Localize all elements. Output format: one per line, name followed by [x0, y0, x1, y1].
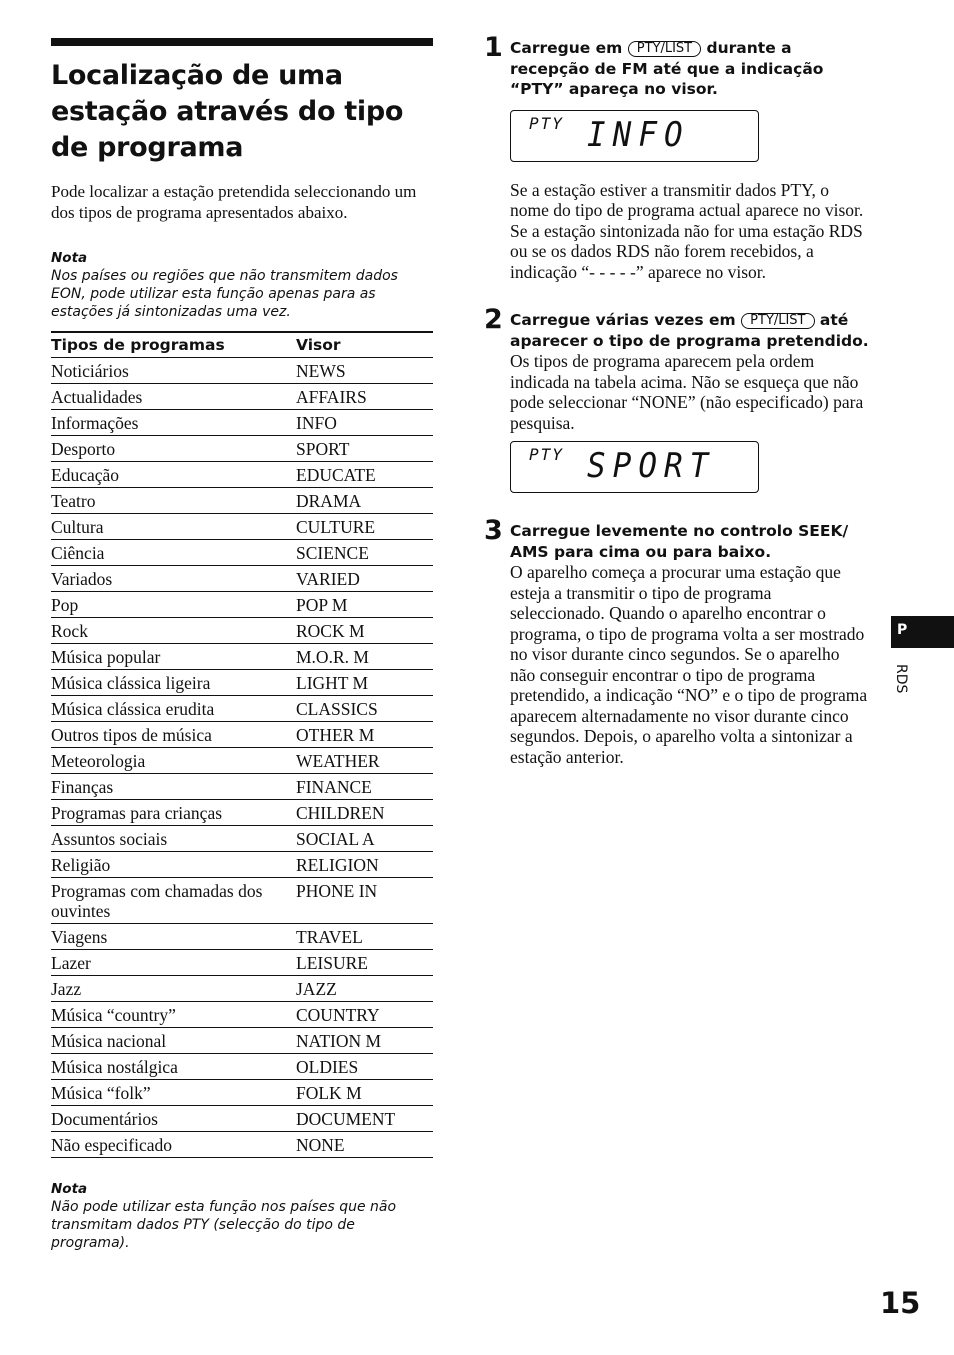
program-type-cell: Variados: [51, 566, 296, 592]
program-type-cell: Programas para crianças: [51, 800, 296, 826]
program-type-cell: Assuntos sociais: [51, 826, 296, 852]
display-code-cell: DOCUMENT: [296, 1106, 433, 1132]
table-row: [51, 696, 433, 722]
note-text: Nos países ou regiões que não transmitem dados EON, pode utilizar esta função apenas para as estações já sintonizadas uma vez.: [51, 268, 398, 320]
display-code-cell: M.O.R. M: [296, 644, 433, 670]
table-row: [51, 1106, 433, 1132]
program-type-cell: Teatro: [51, 488, 296, 514]
step-1: [484, 32, 869, 282]
table-row: [51, 774, 433, 800]
table-row: [51, 722, 433, 748]
program-type-cell: Lazer: [51, 950, 296, 976]
step-heading: Carregue levemente no controlo SEEK/ AMS para cima ou para baixo.: [510, 522, 849, 561]
program-type-cell: Religião: [51, 852, 296, 878]
table-row: [51, 1132, 433, 1158]
display-code-cell: LIGHT M: [296, 670, 433, 696]
table-row: [51, 1028, 433, 1054]
note2-text: Não pode utilizar esta função nos países que não transmitam dados PTY (selecção do tipo de programa).: [51, 1199, 397, 1251]
program-type-cell: Música “folk”: [51, 1080, 296, 1106]
section-tab-label: RDS: [893, 664, 909, 694]
page-number: 15: [880, 1286, 921, 1320]
step-body: Os tipos de programa aparecem pela ordem indicada na tabela acima. Não se esqueça que não pode seleccionar “NONE” (não especificado) para pesquisa.: [510, 351, 864, 433]
table-row: [51, 592, 433, 618]
program-type-cell: Viagens: [51, 924, 296, 950]
title-rule: [51, 38, 433, 46]
program-type-cell: Música nostálgica: [51, 1054, 296, 1080]
step-number: 3: [484, 515, 503, 546]
page-title: Localização de uma estação através do tipo de programa: [51, 60, 404, 163]
table-row: [51, 488, 433, 514]
display-code-cell: VARIED: [296, 566, 433, 592]
table-row: [51, 748, 433, 774]
section-tab: [891, 616, 954, 648]
table-row: [51, 514, 433, 540]
step-body: Se a estação estiver a transmitir dados PTY, o nome do tipo de programa actual aparece no visor. Se a estação sintonizada não for uma estação RDS ou se os dados RDS não forem recebidos, a indicação “- - - - -” aparece no visor.: [510, 179, 864, 282]
step-2: [484, 304, 869, 493]
step-number: 2: [484, 304, 503, 335]
table-row: [51, 670, 433, 696]
display-pty-indicator: PTY: [529, 445, 564, 464]
note-heading: Nota: [51, 250, 88, 266]
display-code-cell: FINANCE: [296, 774, 433, 800]
step-heading: [510, 310, 869, 351]
display-code-cell: SCIENCE: [296, 540, 433, 566]
display-code-cell: PHONE IN: [296, 878, 433, 924]
table-row: [51, 924, 433, 950]
display-code-cell: COUNTRY: [296, 1002, 433, 1028]
program-type-cell: Não especificado: [51, 1132, 296, 1158]
display-code-cell: SOCIAL A: [296, 826, 433, 852]
step-heading: [510, 38, 869, 100]
program-type-cell: Rock: [51, 618, 296, 644]
display-code-cell: WEATHER: [296, 748, 433, 774]
display-code-cell: RELIGION: [296, 852, 433, 878]
step-number: 1: [484, 32, 503, 63]
table-row: [51, 852, 433, 878]
section-tab-letter: P: [897, 622, 908, 638]
display-code-cell: POP M: [296, 592, 433, 618]
display-panel: [510, 110, 759, 162]
step-body: O aparelho começa a procurar uma estação que esteja a transmitir o tipo de programa seleccionado. Quando o aparelho encontrar o programa, o tipo de programa volta a ser mostrado no visor durante cinco segundos. Se o aparelho não conseguir encontrar o tipo de programa pretendido, a indicação “NO” e o tipo de programa aparecem alternadamente no visor durante cinco segundos. Depois, o aparelho volta a sintonizar a estação anterior.: [510, 562, 868, 767]
program-type-cell: Música nacional: [51, 1028, 296, 1054]
display-code-cell: TRAVEL: [296, 924, 433, 950]
table-row: [51, 826, 433, 852]
table-row: [51, 1054, 433, 1080]
table-row: [51, 462, 433, 488]
program-type-cell: Noticiários: [51, 358, 296, 384]
program-type-cell: Música “country”: [51, 1002, 296, 1028]
program-type-cell: Música popular: [51, 644, 296, 670]
table-row: [51, 878, 433, 924]
table-row: [51, 436, 433, 462]
table-row: [51, 1002, 433, 1028]
display-code-cell: INFO: [296, 410, 433, 436]
pty-list-button[interactable]: PTY/LIST: [741, 313, 814, 329]
step-heading-pre: Carregue várias vezes em: [510, 311, 736, 329]
display-panel: [510, 441, 759, 493]
step-heading-post: durante a recepção de FM até que a indicação “PTY” apareça no visor.: [510, 39, 824, 98]
display-code-cell: JAZZ: [296, 976, 433, 1002]
display-code-cell: LEISURE: [296, 950, 433, 976]
table-header-row: [51, 332, 433, 358]
display-pty-indicator: PTY: [529, 113, 564, 133]
program-type-cell: Música clássica erudita: [51, 696, 296, 722]
display-code-cell: NONE: [296, 1132, 433, 1158]
display-code-cell: CULTURE: [296, 514, 433, 540]
display-code-cell: OLDIES: [296, 1054, 433, 1080]
table-row: [51, 800, 433, 826]
table-row: [51, 384, 433, 410]
display-code-cell: DRAMA: [296, 488, 433, 514]
table-row: [51, 1080, 433, 1106]
program-type-cell: Meteorologia: [51, 748, 296, 774]
display-code-cell: CHILDREN: [296, 800, 433, 826]
program-type-cell: Educação: [51, 462, 296, 488]
program-type-cell: Outros tipos de música: [51, 722, 296, 748]
table-row: [51, 410, 433, 436]
table-row: [51, 976, 433, 1002]
table-row: [51, 540, 433, 566]
program-type-cell: Desporto: [51, 436, 296, 462]
display-code-cell: EDUCATE: [296, 462, 433, 488]
program-type-cell: Actualidades: [51, 384, 296, 410]
step-3: [484, 515, 869, 767]
program-type-cell: Ciência: [51, 540, 296, 566]
display-code-cell: NATION M: [296, 1028, 433, 1054]
table-header-display: Visor: [296, 332, 433, 358]
table-row: [51, 618, 433, 644]
program-type-cell: Música clássica ligeira: [51, 670, 296, 696]
display-code-cell: OTHER M: [296, 722, 433, 748]
display-code-cell: FOLK M: [296, 1080, 433, 1106]
program-type-cell: Pop: [51, 592, 296, 618]
program-type-cell: Jazz: [51, 976, 296, 1002]
intro-text: Pode localizar a estação pretendida seleccionando um dos tipos de programa apresentados abaixo.: [51, 182, 417, 222]
pty-list-button[interactable]: PTY/LIST: [628, 41, 701, 57]
display-code-cell: ROCK M: [296, 618, 433, 644]
display-code-cell: SPORT: [296, 436, 433, 462]
display-program-name: INFO: [587, 114, 690, 155]
display-program-name: SPORT: [587, 446, 716, 486]
right-column: [484, 32, 869, 767]
program-type-cell: Cultura: [51, 514, 296, 540]
program-type-cell: Programas com chamadas dos ouvintes: [51, 878, 296, 924]
note2-heading: Nota: [51, 1181, 88, 1197]
step-heading-pre: Carregue em: [510, 39, 623, 57]
display-code-cell: AFFAIRS: [296, 384, 433, 410]
table-row: [51, 566, 433, 592]
step-heading-post: até aparecer o tipo de programa pretendido.: [510, 311, 869, 350]
program-type-cell: Finanças: [51, 774, 296, 800]
program-type-cell: Documentários: [51, 1106, 296, 1132]
table-row: [51, 358, 433, 384]
table-body: [51, 358, 433, 1158]
program-type-table: [51, 331, 433, 1158]
table-header-type: Tipos de programas: [51, 332, 296, 358]
table-row: [51, 644, 433, 670]
left-column: [51, 38, 433, 1252]
table-row: [51, 950, 433, 976]
program-type-cell: Informações: [51, 410, 296, 436]
display-code-cell: CLASSICS: [296, 696, 433, 722]
display-code-cell: NEWS: [296, 358, 433, 384]
